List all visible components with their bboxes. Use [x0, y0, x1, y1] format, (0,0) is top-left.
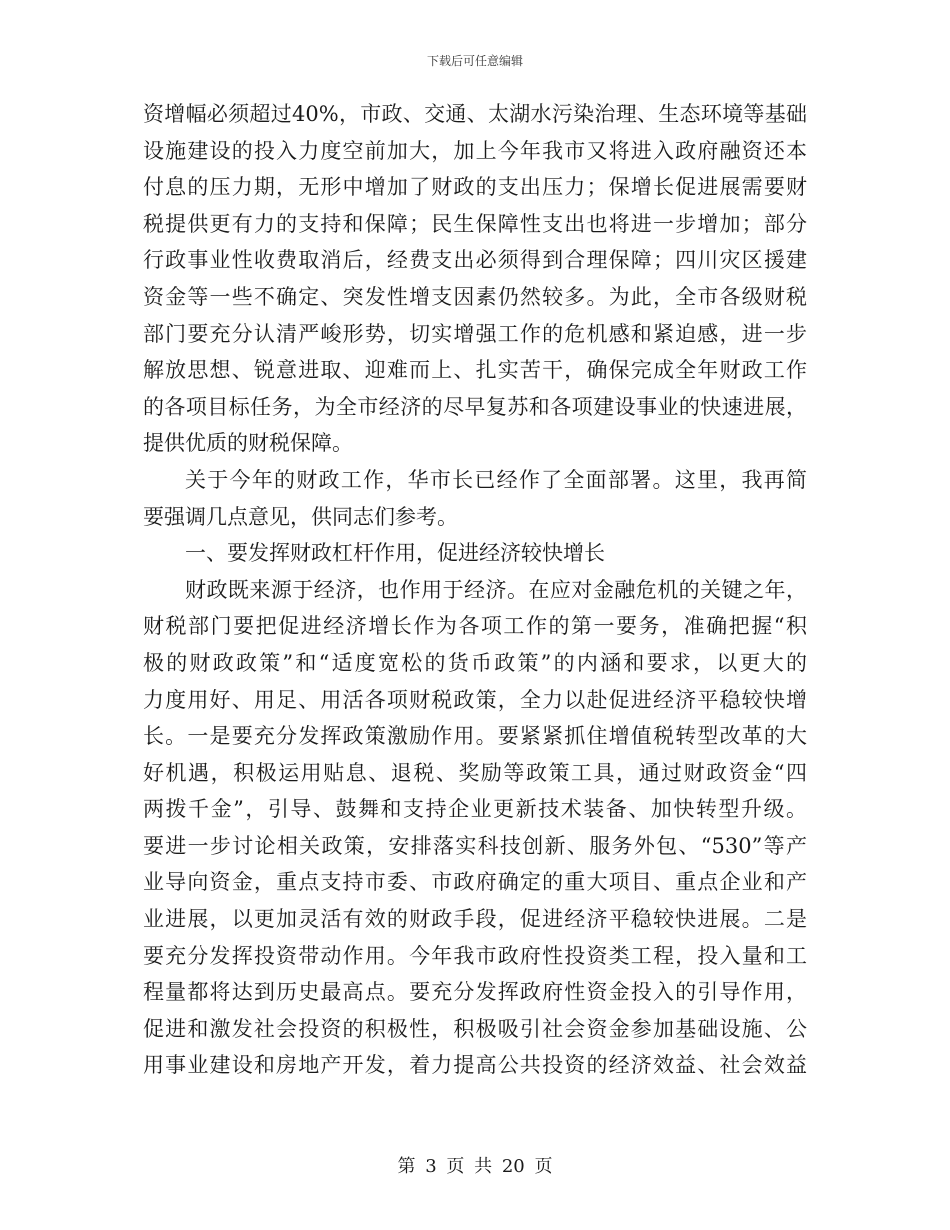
body-line: 关于今年的财政工作，华市长已经作了全面部署。这里，我再简	[185, 467, 807, 492]
body-line: 程量都将达到历史最高点。要充分发挥政府性资金投入的引导作用，	[143, 980, 807, 1005]
body-line: 要进一步讨论相关政策，安排落实科技创新、服务外包、“530”等产	[143, 833, 807, 858]
body-line: 付息的压力期，无形中增加了财政的支出压力；保增长促进展需要财	[143, 175, 807, 200]
body-line: 长。一是要充分发挥政策激励作用。要紧紧抓住增值税转型改革的大	[143, 724, 807, 749]
document-body	[143, 96, 807, 1084]
body-line: 财税部门要把促进经济增长作为各项工作的第一要务，准确把握“积	[143, 614, 807, 639]
page-header: 下载后可任意编辑	[426, 54, 523, 68]
body-line: 资金等一些不确定、突发性增支因素仍然较多。为此，全市各级财税	[143, 284, 807, 309]
body-line: 业进展，以更加灵活有效的财政手段，促进经济平稳较快进展。二是	[143, 907, 807, 932]
body-line: 行政事业性收费取消后，经费支出必须得到合理保障；四川灾区援建	[143, 248, 807, 273]
body-line: 提供优质的财税保障。	[143, 431, 353, 456]
body-line: 用事业建设和房地产开发，着力提高公共投资的经济效益、社会效益	[143, 1053, 807, 1078]
body-line: 设施建设的投入力度空前加大，加上今年我市又将进入政府融资还本	[143, 138, 807, 163]
body-line: 部门要充分认清严峻形势，切实增强工作的危机感和紧迫感，进一步	[143, 321, 807, 346]
body-line: 解放思想、锐意进取、迎难而上、扎实苦干，确保完成全年财政工作	[143, 358, 807, 383]
body-line: 的各项目标任务，为全市经济的尽早复苏和各项建设事业的快速进展，	[143, 394, 807, 419]
body-line: 业导向资金，重点支持市委、市政府确定的重大项目、重点企业和产	[143, 870, 807, 895]
body-line: 两拨千金”，引导、鼓舞和支持企业更新技术装备、加快转型升级。	[143, 797, 807, 822]
body-line: 要强调几点意见，供同志们参考。	[143, 504, 458, 529]
body-line: 财政既来源于经济，也作用于经济。在应对金融危机的关键之年，	[185, 577, 807, 602]
body-line: 极的财政政策”和“适度宽松的货币政策”的内涵和要求，以更大的	[143, 650, 807, 675]
body-line: 税提供更有力的支持和保障；民生保障性支出也将进一步增加；部分	[143, 211, 807, 236]
body-line: 好机遇，积极运用贴息、退税、奖励等政策工具，通过财政资金“四	[143, 760, 807, 785]
body-line: 资增幅必须超过40%，市政、交通、太湖水污染治理、生态环境等基础	[143, 102, 807, 126]
body-line: 力度用好、用足、用活各项财税政策，全力以赴促进经济平稳较快增	[143, 687, 807, 712]
section-heading: 一、要发挥财政杠杆作用，促进经济较快增长	[185, 541, 605, 566]
page-number: 第 3 页 共 20 页	[397, 1156, 553, 1177]
body-line: 促进和激发社会投资的积极性，积极吸引社会资金参加基础设施、公	[143, 1016, 807, 1041]
body-line: 要充分发挥投资带动作用。今年我市政府性投资类工程，投入量和工	[143, 943, 807, 968]
